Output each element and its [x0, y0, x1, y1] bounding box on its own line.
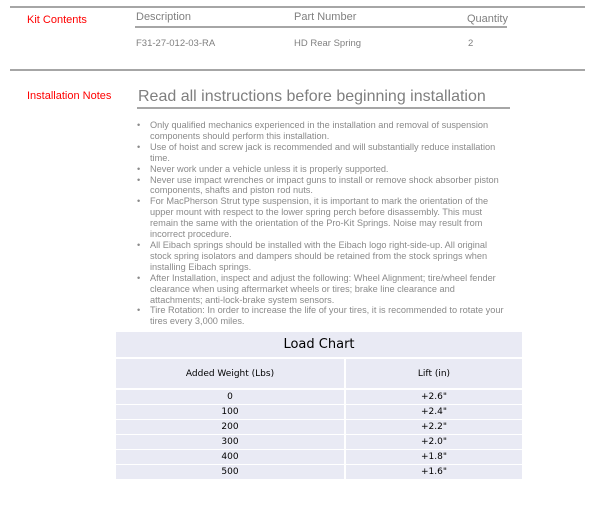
note-text: Never work under a vehicle unless it is properly supported.: [150, 163, 389, 174]
bullet-icon: •: [137, 305, 141, 316]
bullet-icon: •: [137, 141, 141, 152]
notes-title-underline: [137, 107, 510, 109]
note-text: Use of hoist and screw jack is recommended and will substantially reduce installation time.: [150, 141, 496, 163]
header-added-weight: Added Weight (Lbs): [116, 359, 346, 390]
note-text: Never use impact wrenches or impact guns to install or remove shock absorber piston components, shafts and piston rod nuts.: [150, 174, 499, 196]
kit-row-description: F31-27-012-03-RA: [136, 38, 216, 49]
kit-row-part-number: HD Rear Spring: [294, 38, 362, 49]
weight-cell: 100: [116, 405, 346, 420]
bullet-icon: •: [137, 174, 141, 185]
table-row: [116, 450, 522, 465]
note-item: [136, 273, 506, 306]
note-item: [136, 305, 506, 327]
lift-cell: +2.6": [346, 390, 522, 405]
top-divider: [10, 6, 585, 8]
notes-title: Read all instructions before beginning installation: [138, 88, 486, 105]
col-header-quantity: Quantity: [467, 13, 508, 25]
col-header-description: Description: [136, 11, 192, 23]
bullet-icon: •: [137, 163, 141, 174]
note-text: After Installation, inspect and adjust the following: Wheel Alignment; tire/wheel fender clearance when using aftermarket wheels or tires; brake line clearance and attachments; anti-lock-brake system sensors.: [150, 272, 496, 305]
notes-list: [136, 120, 506, 327]
note-text: Only qualified mechanics experienced in the installation and removal of suspension components should perform this installation.: [150, 120, 489, 141]
weight-cell: 400: [116, 450, 346, 465]
kit-row-quantity: 2: [468, 38, 474, 49]
weight-cell: 200: [116, 420, 346, 435]
table-row: [116, 420, 522, 435]
bullet-icon: •: [137, 120, 141, 130]
kit-header-underline: [135, 26, 507, 28]
lift-cell: +2.4": [346, 405, 522, 420]
note-text: Tire Rotation: In order to increase the life of your tires, it is recommended to rotate your tires every 3,000 miles.: [150, 305, 504, 327]
note-item: [136, 164, 506, 175]
col-header-part-number: Part Number: [294, 11, 357, 23]
weight-cell: 500: [116, 465, 346, 479]
load-chart-header-row: [116, 359, 522, 390]
weight-cell: 0: [116, 390, 346, 405]
table-row: [116, 465, 522, 479]
section-divider: [10, 69, 585, 71]
note-text: All Eibach springs should be installed with the Eibach logo right-side-up. All original stock spring isolators and dampers should be retained from the stock springs when installing Eibach springs.: [150, 239, 488, 272]
table-row: [116, 390, 522, 405]
load-chart-title: Load Chart: [116, 332, 522, 359]
note-item: [136, 120, 506, 142]
bullet-icon: •: [137, 239, 141, 250]
weight-cell: 300: [116, 435, 346, 450]
table-row: [116, 435, 522, 450]
load-chart-title-row: [116, 332, 522, 359]
lift-cell: +2.2": [346, 420, 522, 435]
bullet-icon: •: [137, 272, 141, 283]
installation-notes-label: Installation Notes: [27, 90, 112, 102]
note-text: For MacPherson Strut type suspension, it is important to mark the orientation of the upper mount with respect to the lower spring perch before disassembly. This must remain the same with the orientation of the Pro-Kit Springs. Noise may result from incorrect procedure.: [150, 196, 489, 240]
bullet-icon: •: [137, 196, 141, 207]
note-item: [136, 142, 506, 164]
lift-cell: +1.8": [346, 450, 522, 465]
lift-cell: +2.0": [346, 435, 522, 450]
note-item: [136, 196, 506, 240]
note-item: [136, 175, 506, 197]
table-row: [116, 405, 522, 420]
load-chart-table: [116, 332, 522, 479]
kit-contents-label: Kit Contents: [27, 14, 87, 26]
lift-cell: +1.6": [346, 465, 522, 479]
note-item: [136, 240, 506, 273]
header-lift: Lift (in): [346, 359, 522, 390]
